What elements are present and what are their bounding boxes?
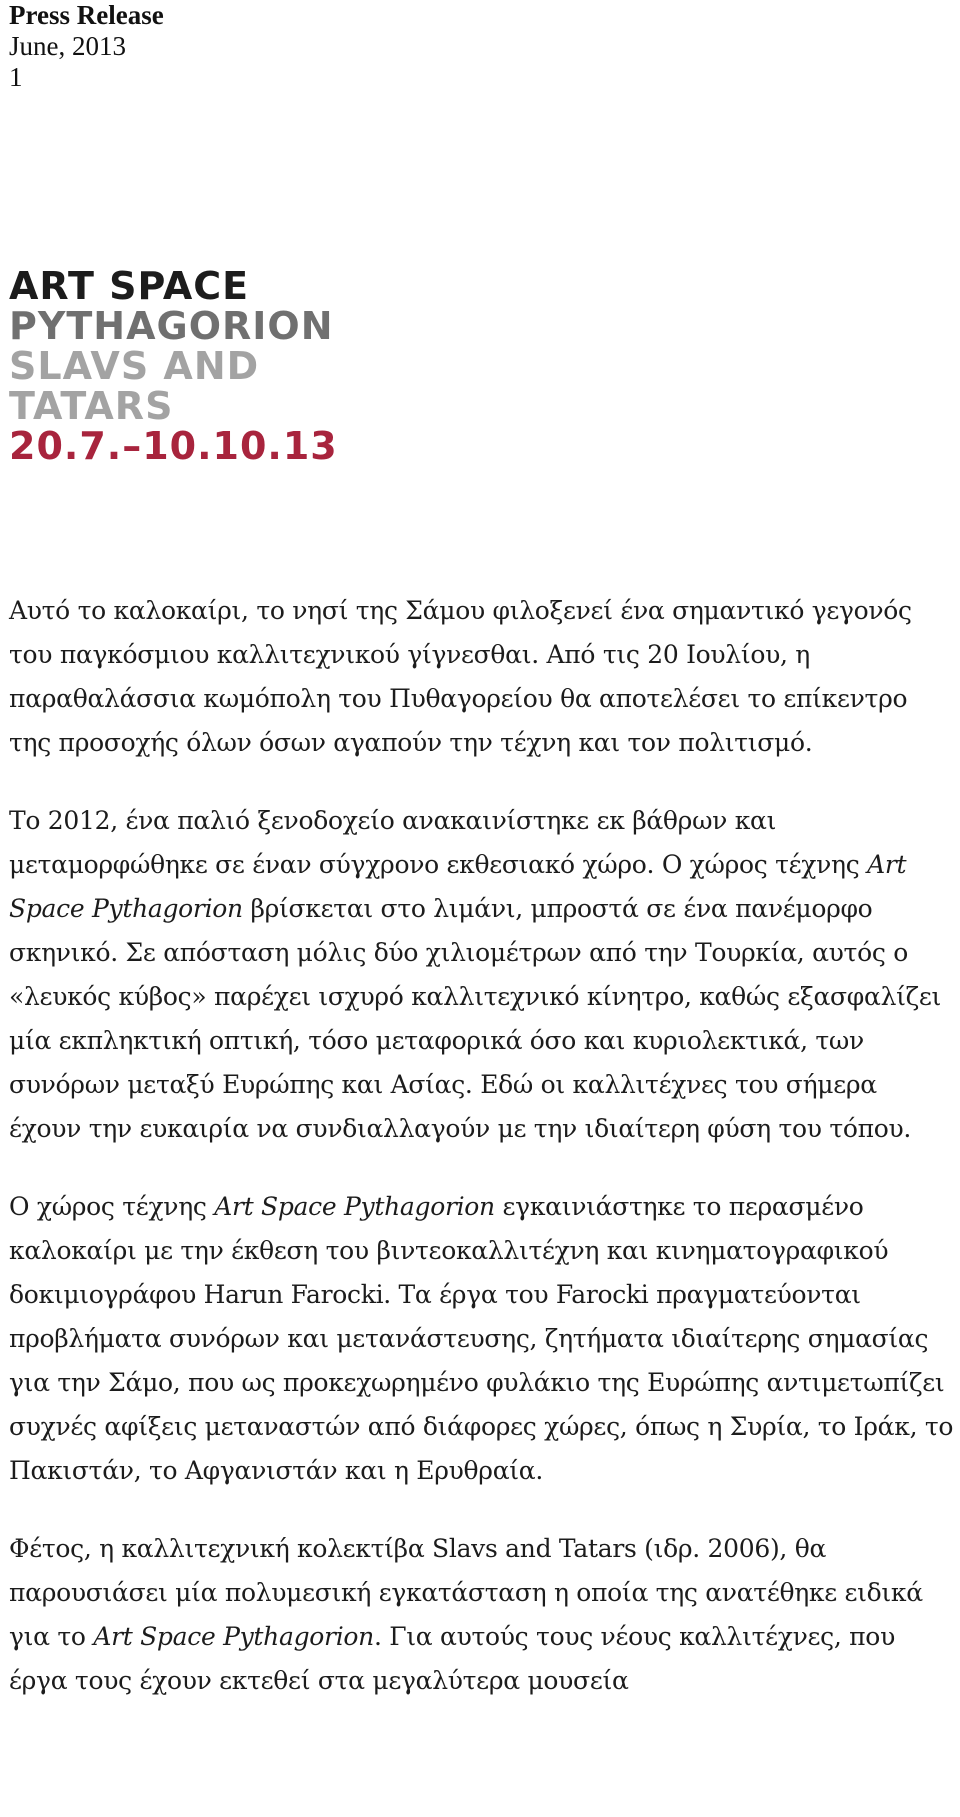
release-date: June, 2013 (9, 31, 126, 61)
paragraph-4 (9, 1527, 954, 1703)
document-header (9, 0, 164, 93)
paragraph-2-venue-name: Art Space Pythagorion (9, 850, 907, 923)
title-line-art-space: ART SPACE (9, 264, 250, 308)
paragraph-4-venue-name: Art Space Pythagorion (93, 1622, 374, 1651)
paragraph-2-text-a: Το 2012, ένα παλιό ξενοδοχείο ανακαινίστηκε εκ βάθρων και μεταμορφώθηκε σε έναν σύγχρονο εκθεσιακό χώρο. Ο χώρος τέχνης (9, 806, 868, 879)
page-number: 1 (9, 62, 23, 92)
title-line-tatars: TATARS (9, 384, 174, 428)
paragraph-3-text-b: εγκαινιάστηκε το περασμένο καλοκαίρι με την έκθεση του βιντεοκαλλιτέχνη και κινηματογραφικού δοκιμιογράφου Harun Farocki. Τα έργα του Farocki πραγματεύονται προβλήματα συνόρων και μετανάστευσης, ζητήματα ιδιαίτερης σημασίας για την Σάμο, που ως προκεχωρημένο φυλάκιο της Ευρώπης αντιμετωπίζει συχνές αφίξεις μεταναστών από διάφορες χώρες, όπως η Συρία, το Ιράκ, το Πακιστάν, το Αφγανιστάν και η Ερυθραία. (9, 1192, 954, 1485)
press-release-label: Press Release (9, 0, 164, 30)
paragraph-3-venue-name: Art Space Pythagorion (214, 1192, 495, 1221)
exhibition-title (9, 266, 338, 466)
paragraph-1: Αυτό το καλοκαίρι, το νησί της Σάμου φιλοξενεί ένα σημαντικό γεγονός του παγκόσμιου καλλιτεχνικού γίγνεσθαι. Από τις 20 Ιουλίου, η παραθαλάσσια κωμόπολη του Πυθαγορείου θα αποτελέσει το επίκεντρο της προσοχής όλων όσων αγαπούν την τέχνη και τον πολιτισμό. (9, 596, 912, 757)
press-release-body (9, 589, 954, 1737)
title-line-pythagorion: PYTHAGORION (9, 304, 334, 348)
paragraph-4-text-a: Φέτος, η καλλιτεχνική κολεκτίβα Slavs and Tatars (ιδρ. 2006), θα παρουσιάσει μία πολυμεσική εγκατάσταση η οποία της ανατέθηκε ειδικά για το (9, 1534, 923, 1651)
paragraph-4-text-b: . Για αυτούς τους νέους καλλιτέχνες, που έργα τους έχουν εκτεθεί στα μεγαλύτερα μουσεία (9, 1622, 895, 1695)
paragraph-3 (9, 1185, 954, 1493)
exhibition-dates: 20.7.–10.10.13 (9, 424, 338, 468)
paragraph-2 (9, 799, 954, 1151)
title-line-slavs-and: SLAVS AND (9, 344, 260, 388)
paragraph-3-text-a: Ο χώρος τέχνης (9, 1192, 215, 1221)
paragraph-2-text-b: βρίσκεται στο λιμάνι, μπροστά σε ένα πανέμορφο σκηνικό. Σε απόσταση μόλις δύο χιλιομέτρων από την Τουρκία, αυτός ο «λευκός κύβος» παρέχει ισχυρό καλλιτεχνικό κίνητρο, καθώς εξασφαλίζει μία εκπληκτική οπτική, τόσο μεταφορικά όσο και κυριολεκτικά, των συνόρων μεταξύ Ευρώπης και Ασίας. Εδώ οι καλλιτέχνες του σήμερα έχουν την ευκαιρία να συνδιαλλαγούν με την ιδιαίτερη φύση του τόπου. (9, 894, 942, 1143)
